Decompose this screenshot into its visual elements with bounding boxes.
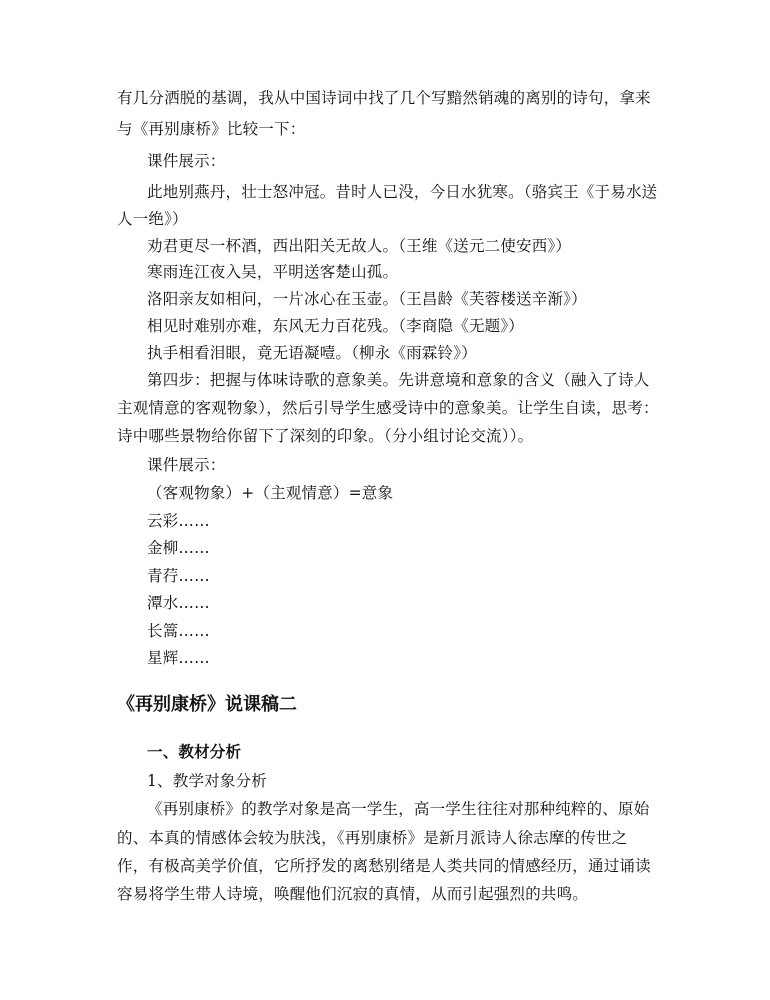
paragraph-line: 有几分洒脱的基调，我从中国诗词中找了几个写黯然销魂的离别的诗句，拿来 — [117, 89, 651, 107]
imagery-item: 星辉…… — [147, 649, 210, 667]
paragraph-line: 的、本真的情感体会较为肤浅，《再别康桥》是新月派诗人徐志摩的传世之 — [117, 829, 628, 847]
paragraph-line: 诗中哪些景物给你留下了深刻的印象。（分小组讨论交流））。 — [117, 427, 534, 445]
imagery-item: 长篙…… — [147, 622, 210, 640]
poem-line: 寒雨连江夜入吴，平明送客楚山孤。 — [147, 263, 399, 281]
paragraph-line: 与《再别康桥》比较一下： — [117, 120, 306, 138]
poem-line: 执手相看泪眼，竟无语凝噎。（柳永《雨霖铃》） — [147, 344, 477, 362]
poem-line: 洛阳亲友如相问，一片冰心在玉壶。（王昌龄《芙蓉楼送辛渐》） — [147, 290, 587, 308]
subsection-heading: 1、教学对象分析 — [147, 772, 267, 790]
poem-line: 劝君更尽一杯酒，西出阳关无故人。（王维《送元二使安西》） — [147, 237, 572, 255]
poem-line: 人一绝》） — [117, 210, 188, 228]
imagery-item: 金柳…… — [147, 539, 210, 557]
courseware-label: 课件展示： — [147, 152, 226, 170]
courseware-label: 课件展示： — [147, 456, 226, 474]
paragraph-line: 主观情意的客观物象），然后引导学生感受诗中的意象美。让学生自读，思考： — [117, 399, 659, 417]
formula-line: （客观物象）+（主观情意）=意象 — [147, 484, 394, 502]
poem-line: 相见时难别亦难，东风无力百花残。（李商隐《无题》） — [147, 317, 525, 335]
paragraph-line: 作，有极高美学价值，它所抒发的离愁别绪是人类共同的情感经历，通过诵读 — [117, 857, 651, 875]
paragraph-line: 容易将学生带人诗境，唤醒他们沉寂的真情，从而引起强烈的共鸣。 — [117, 885, 589, 903]
poem-line: 此地别燕丹，壮士怒冲冠。昔时人已没，今日水犹寒。（骆宾王《于易水送 — [147, 183, 658, 201]
imagery-item: 云彩…… — [147, 512, 210, 530]
imagery-item: 青荇…… — [147, 567, 210, 585]
section-heading: 一、教材分析 — [147, 742, 242, 761]
paragraph-line: 第四步：把握与体味诗歌的意象美。先讲意境和意象的含义（融入了诗人 — [147, 371, 650, 389]
document-title: 《再别康桥》说课稿二 — [117, 694, 297, 715]
imagery-item: 潭水…… — [147, 594, 210, 612]
paragraph-line: 《再别康桥》的教学对象是高一学生，高一学生往往对那种纯粹的、原始 — [147, 800, 650, 818]
